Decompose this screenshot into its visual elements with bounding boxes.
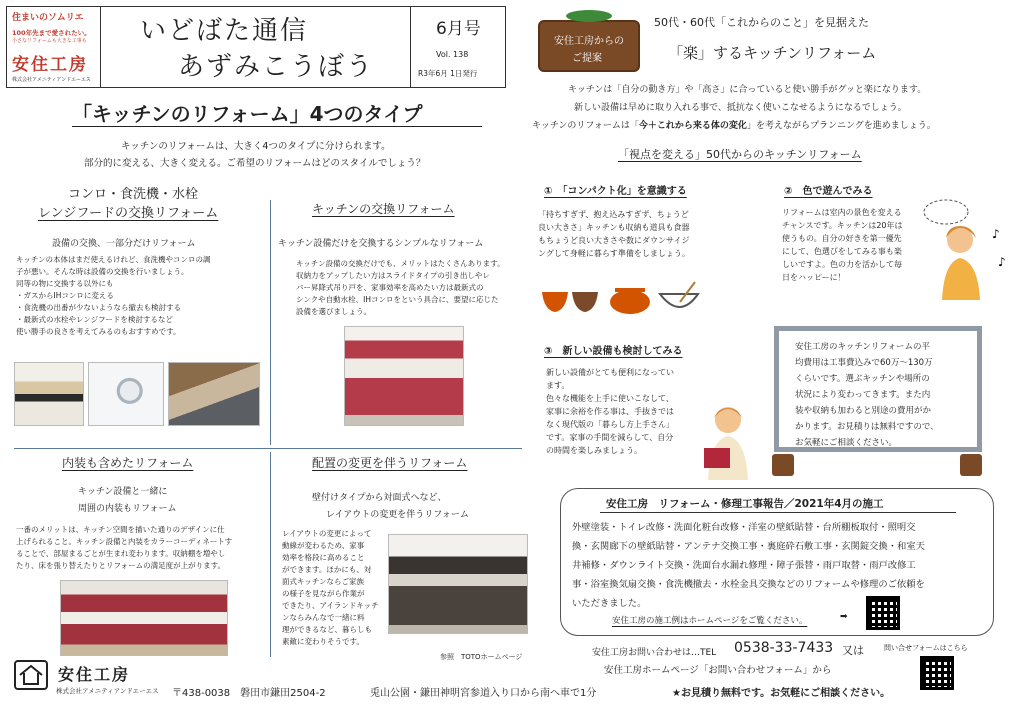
point-heading: ③ 新しい設備も検討してみる	[544, 346, 683, 357]
section-body: 一番のメリットは、キッチン空間を描いた通りのデザインに仕 上げられること。キッチン設備と内装をカラーコーディネートす ることで、部屋まるごとが生まれ変わります。収納棚を増やし たり、床を張り替えたりとリフォームの満足度が上がります。	[16, 525, 233, 570]
work-examples-link[interactable]: 安住工房の施工例はホームページをご覧ください。	[612, 616, 808, 626]
intro-line: キッチンのリフォームは、大きく4つのタイプに分けられます。	[121, 141, 391, 152]
contact-phone[interactable]: 0538-33-7433	[734, 640, 834, 656]
price-notice-board	[774, 326, 982, 452]
directions: 兎山公園・鎌田神明宮参道入り口から南へ車で1分	[370, 688, 597, 699]
house-logo-icon	[14, 660, 48, 690]
company-name: 安住工房	[12, 55, 88, 75]
island-kitchen-photo	[388, 534, 528, 634]
point-body: 新しい設備がとても便利になってい ます。 色々な機能を上手に使いこなして、 家事に余裕を作る事は、手抜きでは なく現代版の「暮らし方上手さん」 です。家事の手間を減らして、自分 の時間を楽しみましょう。	[546, 368, 674, 455]
proposal-title: 「楽」するキッチンリフォーム	[668, 44, 877, 62]
dishwasher-photo	[168, 362, 260, 426]
footer-company-sub: 株式会社アメニティアンドエーエス	[56, 687, 159, 695]
section-lead: 壁付けタイプから対面式へなど、	[312, 493, 447, 503]
qr-caption: 問い合せフォームはこちら	[884, 644, 968, 652]
woman-illustration	[920, 196, 1010, 306]
proposal-intro: キッチンのリフォームは「今＋これから来る体の変化」を考えながらプランニングを進めましょう。	[532, 121, 936, 131]
qr-code-icon[interactable]	[866, 596, 900, 630]
faucet-photo	[88, 362, 164, 426]
interior-kitchen-photo	[60, 580, 228, 656]
masthead-divider	[410, 6, 411, 88]
estimate-note: ★お見積り無料です。お気軽にご相談ください。	[672, 688, 891, 699]
svg-text:♪: ♪	[998, 255, 1006, 269]
grid-divider	[270, 200, 271, 445]
proposal-pretitle: 50代・60代「これからのこと」を見据えた	[654, 16, 869, 29]
company-logo-block	[12, 10, 98, 83]
section-heading: キッチンの交換リフォーム	[312, 202, 455, 216]
contact-web[interactable]: 安住工房ホームページ「お問い合わせフォーム」から	[604, 665, 832, 676]
svg-text:♪: ♪	[992, 227, 1000, 241]
range-hood-photo	[14, 362, 84, 426]
section-heading: レンジフードの交換リフォーム	[38, 206, 219, 221]
section-lead: キッチン設備と一緒に	[78, 487, 168, 497]
masthead-divider	[100, 6, 101, 88]
kitchenware-illustration	[540, 280, 700, 320]
tagline-sub: 小さなリフォームも大きな工事も	[12, 38, 87, 44]
footer-address: 〒438-0038 磐田市鎌田2504-2	[172, 688, 326, 699]
intro-line: 部分的に変える、大きく変える。ご希望のリフォームはどのスタイルでしょう？	[84, 158, 426, 169]
proposal-intro: キッチンは「自分の動き方」や「高さ」に合っていると使い勝手がグッと楽になります。	[568, 85, 927, 95]
work-report-title: 安住工房 リフォーム・修理工事報告／2021年4月の施工	[606, 498, 884, 510]
woman-reading-icon	[694, 402, 760, 482]
main-title: 「キッチンのリフォーム」4つのタイプ	[72, 102, 423, 126]
price-notice-text: 安住工房のキッチンリフォームの平 均費用は工事費込みで60万～130万 くらいです。選ぶキッチンや場所の 状況により変わってきます。また内 装や収納も加わると別途の費用がか かります。お見積りは無料ですので、 お気軽にご相談ください。	[795, 342, 939, 448]
leaf-decoration-icon	[566, 10, 612, 22]
company-subname: 株式会社アメニティアンドエーエス	[12, 77, 91, 83]
viewpoint-subtitle: 「視点を変える」50代からのキッチンリフォーム	[618, 148, 862, 161]
section-body: レイアウトの変更によって 動線が変わるため、家事 効率を格段に高めること ができます。ほかにも、対 面式キッチンならご家族 の様子を見ながら作業が できたり、アイランドキッチ ンならみんなで一緒に料 理ができるなど、暮らしも 素敵に変わりそうです。	[282, 529, 379, 646]
image-credit: 参照 TOTOホームページ	[440, 653, 523, 661]
house-icon	[16, 662, 46, 688]
proposal-intro: 新しい設備は早めに取り入れる事で、抵抗なく使いこなせるようになるでしょう。	[574, 103, 907, 113]
contact-form-qr-icon[interactable]	[920, 656, 954, 690]
woman-with-cup-icon	[920, 196, 1010, 306]
tagline: 100年先まで愛されたい。	[12, 29, 91, 37]
section-lead: 周囲の内装もリフォーム	[78, 504, 177, 514]
board-leg	[772, 454, 794, 476]
point-heading: ① 「コンパクト化」を意識する	[544, 186, 687, 197]
section-body: キッチンの本体はまだ使えるけれど、食洗機やコンロの調 子が悪い。そんな時は設備の交換を行いましょう。 同等の物に交換する以外にも ・ガスからIHコンロに変える ・食洗機の出番が少ないようなら撤去も検討する ・最新式の水栓やレンジフードを検討するなど 使い勝手の良さを考えてみるのもおすすめです。	[16, 255, 211, 336]
issue-volume: Vol. 138	[436, 50, 469, 59]
footer-company-name: 安住工房	[58, 665, 131, 684]
contact-label: 安住工房お問い合わせは…TEL	[592, 648, 717, 658]
point-body: 「持ちすぎず、抱え込みすぎず、ちょうど 良い大きさ」キッチンも収納も道具も食器 もちょうど良い大きさや数にダウンサイジ ングして身軽に暮らす準備をしましょう。	[538, 210, 690, 258]
cookware-icon	[540, 280, 700, 320]
kitchen-photo	[344, 326, 464, 426]
section-heading: コンロ・食洗機・水栓	[68, 187, 199, 202]
wooden-sign	[538, 20, 640, 72]
arrow-right-icon: ➡	[840, 612, 848, 622]
work-report-title-underline	[600, 512, 956, 513]
section-lead: キッチン設備だけを交換するシンプルなリフォーム	[278, 239, 484, 249]
reading-woman-illustration	[694, 402, 760, 482]
sign-text: ご提案	[572, 53, 602, 64]
section-body: キッチン設備の交換だけでも、メリットはたくさんあります。 収納力をアップしたい方はスライドタイプの引き出しやレ バー昇降式吊り戸を、家事効率を高めたい方は最新式の シンクや自動水栓、IHコンロをという具合に、要望に応じた 設備を選びましょう。	[296, 259, 505, 316]
section-heading: 配置の変更を伴うリフォーム	[312, 456, 468, 470]
grid-divider	[14, 448, 522, 449]
contact-or: 又は	[842, 644, 864, 657]
grid-divider	[270, 452, 271, 657]
section-lead: レイアウトの変更を伴うリフォーム	[326, 510, 469, 520]
sign-text: 安住工房からの	[554, 36, 624, 47]
point-body: リフォームは室内の景色を変える チャンスです。キッチンは20年は 使うもの。自分の好きを第一優先 にして、色選びをしてみる事も楽 しいですよ。色の力を活かして毎 日をハッピーに！	[782, 208, 903, 282]
section-heading: 内装も含めたリフォーム	[62, 456, 194, 470]
issue-date: R3年6月 1日発行	[418, 69, 478, 78]
work-report-body: 外壁塗装・トイレ改修・洗面化粧台改修・洋室の壁紙貼替・台所棚板取付・照明交 換・玄関廊下の壁紙貼替・アンテナ交換工事・裏庭砕石敷工事・玄関錠交換・和室天 井補修・ダウンライト交換・洗面台水漏れ修理・障子張替・雨戸取替・雨戸改修工 事・浴室換気扇交換・食洗機撤去・水栓金具交換などのリフォームや修理のご依頼を いただきました。	[572, 522, 925, 609]
point-heading: ② 色で遊んでみる	[784, 186, 873, 197]
section-lead: 設備の交換、一部分だけリフォーム	[52, 239, 196, 249]
slogan: 住まいのソムリエ	[12, 13, 84, 23]
newsletter-title: いどばた通信	[140, 16, 309, 46]
newsletter-subtitle: あずみこうぼう	[178, 52, 375, 82]
main-title-underline	[72, 126, 482, 127]
issue-month: 6月号	[436, 19, 481, 39]
board-leg	[960, 454, 982, 476]
